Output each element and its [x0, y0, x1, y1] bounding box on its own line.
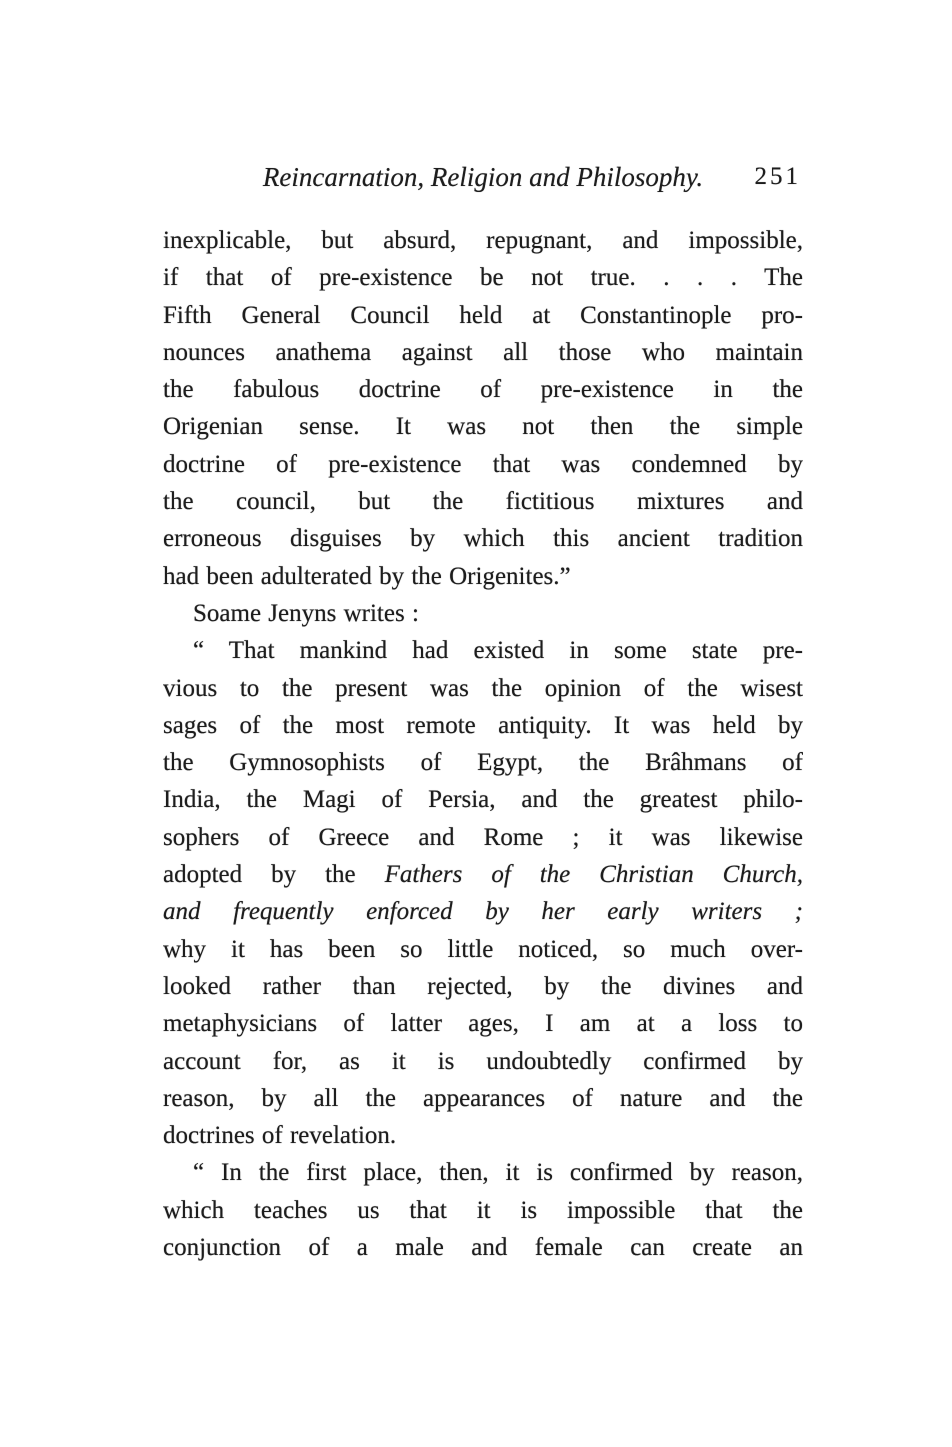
text-line	[163, 558, 803, 595]
paragraph	[163, 595, 803, 632]
text-line	[163, 744, 803, 781]
text-line	[163, 1043, 803, 1080]
text-line	[163, 1080, 803, 1117]
text-segment: looked rather than rejected, by the divines and	[163, 972, 803, 1000]
text-line	[163, 1192, 803, 1229]
text-segment: Soame Jenyns writes :	[193, 599, 419, 627]
text-segment: conjunction of a male and female can create an	[163, 1234, 803, 1262]
text-line	[163, 297, 803, 334]
text-segment: inexplicable, but absurd, repugnant, and impossible,	[163, 227, 803, 254]
text-line	[163, 222, 803, 259]
text-line	[163, 408, 803, 445]
text-line	[163, 856, 803, 893]
text-line	[163, 1005, 803, 1042]
running-title: Reincarnation, Religion and Philosophy.	[262, 162, 704, 192]
text-segment: reason, by all the appearances of nature and the	[163, 1084, 803, 1112]
text-line	[163, 483, 803, 520]
text-line	[163, 520, 803, 557]
text-segment: the council, but the fictitious mixtures and	[163, 488, 803, 516]
text-segment: why it has been so little noticed, so much over-	[163, 935, 803, 963]
text-line	[163, 1229, 803, 1266]
text-line	[163, 931, 803, 968]
text-segment: erroneous disguises by which this ancient tradition	[163, 525, 803, 553]
text-line	[163, 819, 803, 856]
text-line	[163, 670, 803, 707]
text-segment: doctrines of revelation.	[163, 1122, 397, 1150]
text-line	[163, 893, 803, 930]
text-line	[163, 259, 803, 296]
paragraph	[163, 1154, 803, 1266]
text-segment: if that of pre-existence be not true. . . . The	[163, 264, 803, 292]
text-segment: vious to the present was the opinion of the wisest	[163, 674, 803, 702]
text-segment: “ That mankind had existed in some state pre-	[193, 637, 803, 665]
text-line	[163, 707, 803, 744]
text-segment: the fabulous doctrine of pre-existence in the	[163, 376, 803, 404]
text-segment: “ In the first place, then, it is confirmed by reason,	[193, 1159, 803, 1187]
text-segment: had been adulterated by the Origenites.”	[163, 562, 571, 590]
text-segment: adopted by the	[163, 861, 385, 889]
text-segment: account for, as it is undoubtedly confirmed by	[163, 1047, 803, 1075]
text-line	[163, 1154, 803, 1191]
running-head	[163, 158, 803, 196]
text-segment: sophers of Greece and Rome ; it was likewise	[163, 823, 803, 851]
text-segment: metaphysicians of latter ages, I am at a loss to	[163, 1010, 803, 1038]
italic-text-segment: Fathers of the Christian Church,	[384, 861, 803, 889]
text-line	[163, 632, 803, 669]
page-number: 251	[754, 163, 801, 190]
italic-text-segment: and frequently enforced by her early writers ;	[163, 898, 803, 926]
text-line	[163, 334, 803, 371]
page-body	[163, 222, 803, 1266]
text-line	[163, 371, 803, 408]
paragraph	[163, 632, 803, 1154]
text-segment: India, the Magi of Persia, and the greatest philo-	[163, 786, 803, 814]
text-segment: doctrine of pre-existence that was condemned by	[163, 450, 803, 478]
text-line	[163, 446, 803, 483]
text-segment: Origenian sense. It was not then the simple	[163, 413, 803, 441]
text-line	[163, 968, 803, 1005]
paragraph	[163, 222, 803, 595]
text-segment: Fifth General Council held at Constantinople pro-	[163, 301, 803, 329]
text-line	[163, 1117, 803, 1154]
text-segment: the Gymnosophists of Egypt, the Brâhmans of	[163, 749, 803, 777]
text-block	[163, 158, 803, 1266]
text-segment: which teaches us that it is impossible that the	[163, 1196, 803, 1224]
text-segment: sages of the most remote antiquity. It was held by	[163, 711, 803, 739]
text-line	[163, 595, 803, 632]
text-line	[163, 781, 803, 818]
text-segment: nounces anathema against all those who maintain	[163, 338, 803, 366]
